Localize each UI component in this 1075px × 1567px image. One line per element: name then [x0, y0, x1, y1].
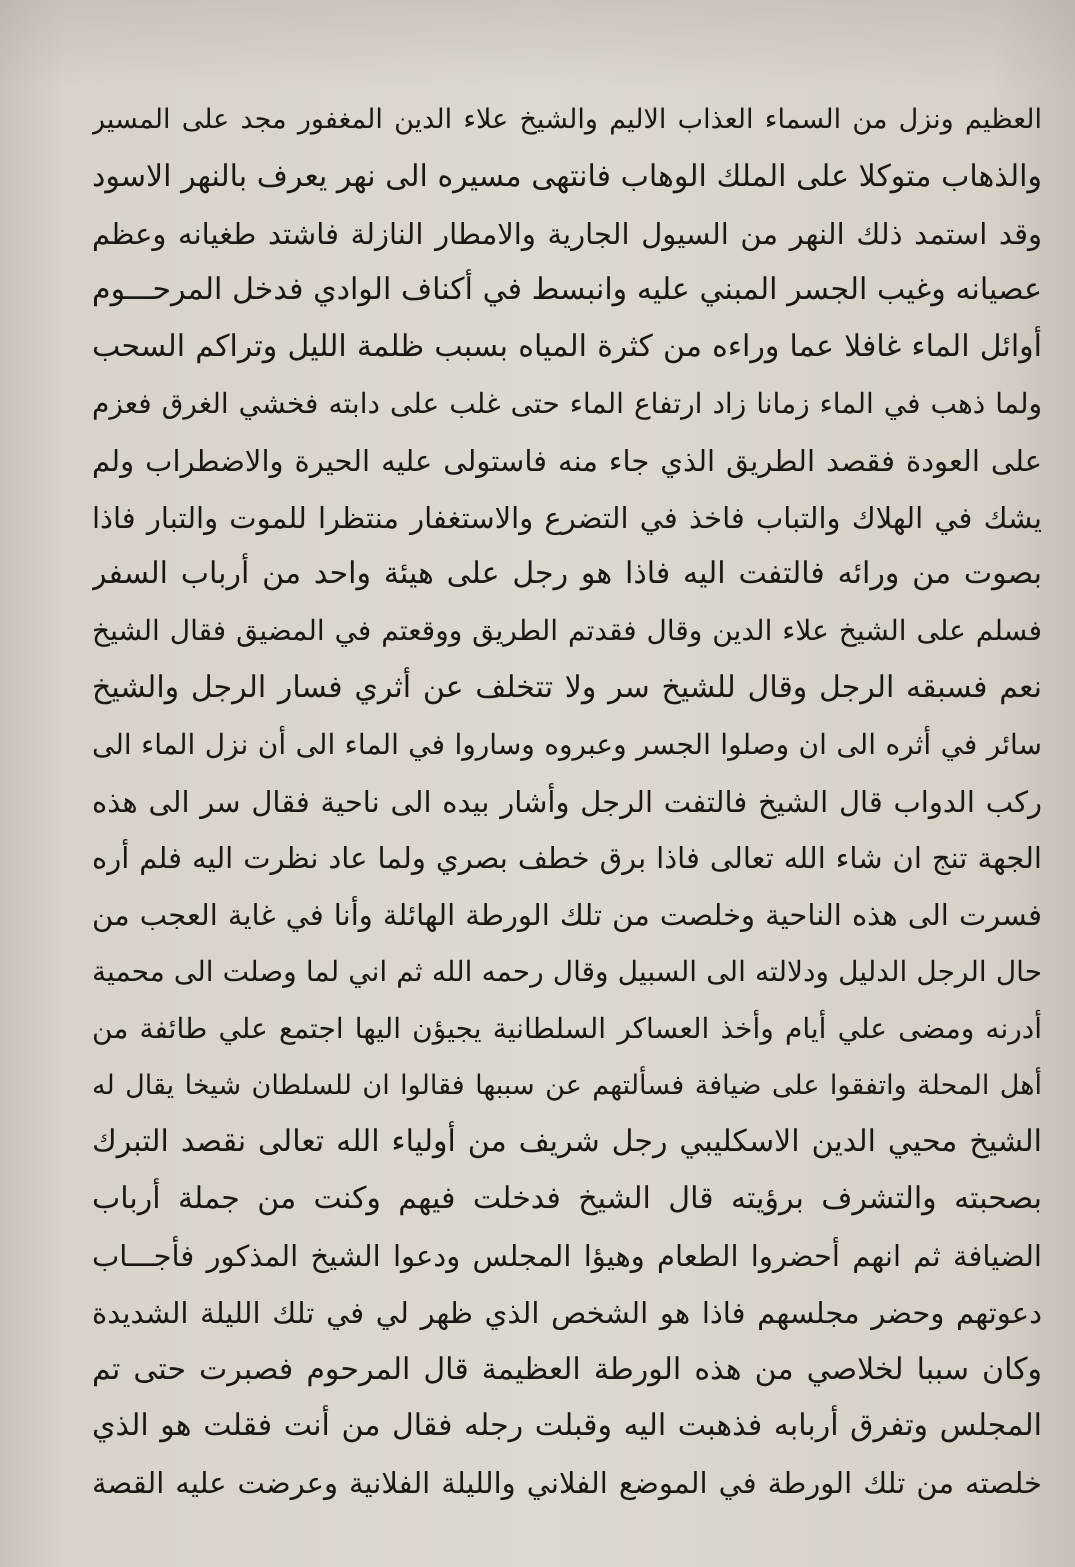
text-line: الضيافة ثم انهم أحضروا الطعام وهيؤا المجلس ودعوا الشيخ المذكور فأجـــاب: [92, 1238, 1042, 1273]
text-line: ركب الدواب قال الشيخ فالتفت الرجل وأشار بيده الى ناحية فقال سر الى هذه: [92, 784, 1042, 819]
text-line: المجلس وتفرق أربابه فذهبت اليه وقبلت رجله فقال من أنت فقلت هو الذي: [92, 1408, 1042, 1444]
text-line: فسلم على الشيخ علاء الدين وقال فقدتم الطريق ووقعتم في المضيق فقال الشيخ: [92, 614, 1042, 648]
text-line: أوائل الماء غافلا عما وراءه من كثرة المياه بسبب ظلمة الليل وتراكم السحب: [92, 329, 1042, 365]
text-line: عصيانه وغيب الجسر المبني عليه وانبسط في أكناف الوادي فدخل المرحـــوم: [92, 272, 1042, 308]
text-line: بصحبته والتشرف برؤيته قال الشيخ فدخلت فيهم وكنت من جملة أرباب: [92, 1181, 1042, 1217]
text-line: ولما ذهب في الماء زمانا زاد ارتفاع الماء حتى غلب على دابته فخشي الغرق فعزم: [92, 386, 1042, 420]
text-line: أدرنه ومضى علي أيام وأخذ العساكر السلطانية يجيؤن اليها اجتمع علي طائفة من: [92, 1011, 1042, 1045]
text-line: فسرت الى هذه الناحية وخلصت من تلك الورطة الهائلة وأنا في غاية العجب من: [92, 898, 1042, 933]
text-line: أهل المحلة واتفقوا على ضيافة فسألتهم عن سببها فقالوا ان للسلطان شيخا يقال له: [92, 1069, 1042, 1101]
text-line: على العودة فقصد الطريق الذي جاء منه فاستولى عليه الحيرة والاضطراب ولم: [92, 443, 1042, 478]
text-line: الشيخ محيي الدين الاسكليبي رجل شريف من أولياء الله تعالى نقصد التبرك: [92, 1124, 1042, 1160]
text-line: الجهة تنج ان شاء الله تعالى فاذا برق خطف بصري ولما عاد نظرت اليه فلم أره: [92, 841, 1042, 876]
text-line: وكان سببا لخلاصي من هذه الورطة العظيمة قال المرحوم فصبرت حتى تم: [92, 1351, 1042, 1387]
text-line: بصوت من ورائه فالتفت اليه فاذا هو رجل على هيئة واحد من أرباب السفر: [92, 556, 1042, 592]
page-shadow: [0, 0, 1075, 90]
text-line: خلصته من تلك الورطة في الموضع الفلاني والليلة الفلانية وعرضت عليه القصة: [92, 1466, 1042, 1501]
text-line: دعوتهم وحضر مجلسهم فاذا هو الشخص الذي ظهر لي في تلك الليلة الشديدة: [92, 1295, 1042, 1330]
text-line: نعم فسبقه الرجل وقال للشيخ سر ولا تتخلف عن أثري فسار الرجل والشيخ: [92, 669, 1042, 705]
text-line: العظيم ونزل من السماء العذاب الاليم والشيخ علاء الدين المغفور مجد على المسير: [92, 104, 1042, 135]
text-line: سائر في أثره الى ان وصلوا الجسر وعبروه وساروا في الماء الى أن نزل الماء الى: [92, 727, 1042, 761]
text-block: [92, 92, 1042, 1512]
text-line: والذهاب متوكلا على الملك الوهاب فانتهى مسيره الى نهر يعرف بالنهر الاسود: [92, 158, 1042, 194]
text-line: وقد استمد ذلك النهر من السيول الجارية والامطار النازلة فاشتد طغيانه وعظم: [92, 216, 1042, 251]
text-line: حال الرجل الدليل ودلالته الى السبيل وقال رحمه الله ثم اني لما وصلت الى محمية: [92, 954, 1042, 988]
text-line: يشك في الهلاك والتباب فاخذ في التضرع والاستغفار منتظرا للموت والتبار فاذا: [92, 500, 1042, 535]
